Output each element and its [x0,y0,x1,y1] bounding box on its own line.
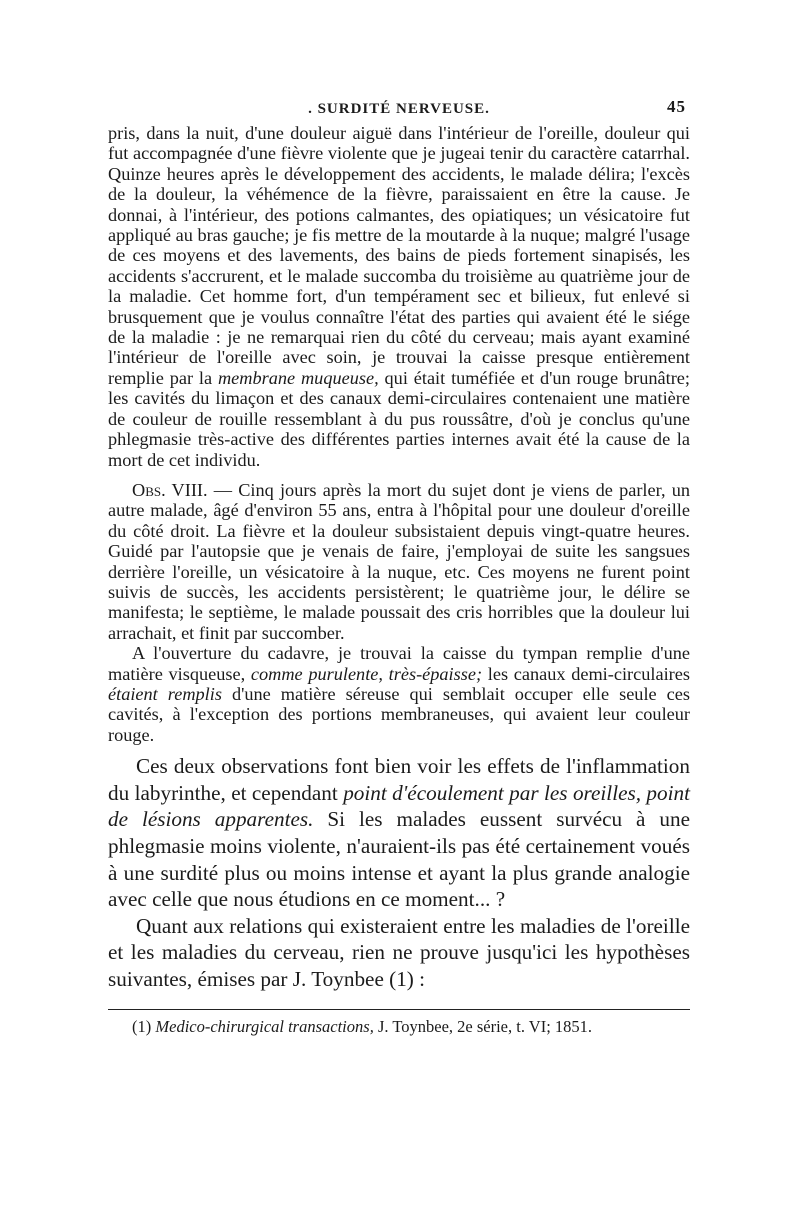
observation-paragraph [108,480,690,643]
footnote-rule [108,1009,690,1010]
footnote-marker: (1) [132,1016,152,1036]
running-title: . SURDITÉ NERVEUSE. [308,101,490,117]
italic-run: membrane muqueuse, [217,367,379,388]
conclusion-paragraph [108,753,690,913]
page-number: 45 [667,97,686,116]
italic-run: étaient remplis [108,683,222,704]
italic-run: point d'écoulement par les oreilles, point de lésions apparentes. [108,780,690,832]
italic-run: Medico-chirurgical transactions, [155,1016,374,1036]
text-run: les canaux demi-circulaires [482,663,690,684]
text-run: A l'ouverture du cadavre, je trouvai la caisse du tympan remplie d'une matière visqueuse, [108,643,690,684]
text-run: qui était tuméfiée et d'un rouge brunâtre; les cavités du limaçon et des canaux demi-circulaires contenaient une matière de couleur de rouille ressemblant à du pus roussâtre, d'où je conclus qu'une phlegmasie très-active des différentes parties internes avait été la cause de la mort de cet individu. [108,367,690,470]
text-run: pris, dans la nuit, d'une douleur aiguë dans l'intérieur de l'oreille, douleur qui fut accompagnée d'une fièvre violente que je jugeai tenir du caractère catarrhal. Quinze heures après le développement des accidents, le malade délira; l'excès de la douleur, la véhémence de la fièvre, paraissaient en être la cause. Je donnai, à l'intérieur, des potions calmantes, des opiatiques; un vésicatoire fut appliqué au bras gauche; je fis mettre de la moutarde à la nuque; malgré l'usage de ces moyens et des lavements, des bains de pieds fortement sinapisés, les accidents s'accrurent, et le malade succomba du troisième au quatrième jour de la maladie. Cet homme fort, d'un tempérament sec et bilieux, fut enlevé si brusquement que je voulus connaître l'état des parties qui avaient été le siége de la maladie : je ne remarquai rien du côté du cerveau; mais ayant examiné l'intérieur de l'oreille avec soin, je trouvai la caisse presque entièrement remplie par la [108,123,690,388]
observation-block [108,480,690,745]
observation-label: Obs. VIII. [132,479,208,500]
running-head [108,95,690,123]
italic-run: comme purulente, très-épaisse; [250,663,483,684]
paragraph-continued [108,123,690,470]
autopsy-paragraph [108,643,690,745]
text-run: d'une matière séreuse qui semblait occuper elle seule ces cavités, à l'exception des portions membraneuses, qui avaient leur couleur rouge. [108,683,691,745]
text-run: Ces deux observations font bien voir les effets de l'inflammation du labyrinthe, et cependant [108,754,690,805]
text-run: Quant aux relations qui existeraient entre les maladies de l'oreille et les maladies du cerveau, rien ne prouve jusqu'ici les hypothèses suivantes, émises par J. Toynbee (1) : [108,913,690,991]
footnote [108,1016,690,1038]
relations-paragraph [108,913,690,993]
large-text-block [108,753,690,992]
text-run: — Cinq jours après la mort du sujet dont je viens de parler, un autre malade, âgé d'environ 55 ans, entra à l'hôpital pour une douleur d'oreille du côté droit. La fièvre et la douleur subsistaient depuis vingt-quatre heures. Guidé par l'autopsie que je venais de faire, j'employai de suite les sangsues derrière l'oreille, un vésicatoire à la nuque, etc. Ces moyens ne furent point suivis de succès, les accidents persistèrent; le quatrième jour, le délire se manifesta; le septième, le malade poussait des cris horribles que la douleur lui arrachait, et finit par succomber. [108,479,691,643]
text-run: Si les malades eussent survécu à une phlegmasie moins violente, n'auraient-ils pas été certainement voués à une surdité plus ou moins intense et ayant la plus grande analogie avec celle que nous étudions en ce moment... ? [108,807,690,912]
small-text-block [108,123,690,745]
book-page [108,95,690,1038]
text-run: J. Toynbee, 2e série, t. VI; 1851. [373,1016,593,1036]
